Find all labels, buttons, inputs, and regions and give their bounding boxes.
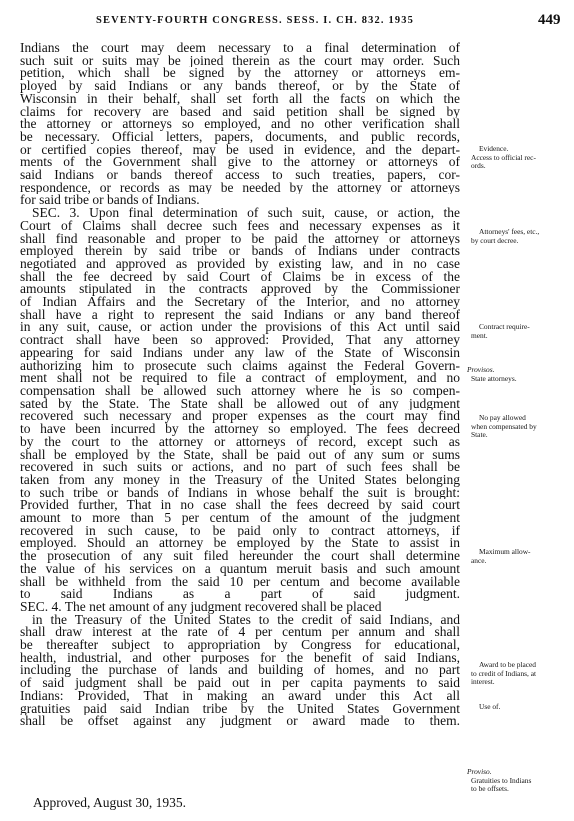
text-line: the prosecution of any suit filed hereunder the court shall determine xyxy=(20,550,460,563)
margin-note xyxy=(467,323,571,340)
approval-date: Approved, August 30, 1935. xyxy=(33,795,186,810)
text-line: the value of his services on a quantum meruit basis and such amount xyxy=(20,562,460,576)
margin-note-line: by court decree. xyxy=(471,235,519,245)
running-title: SEVENTY-FOURTH CONGRESS. SESS. I. CH. 832. 1935 xyxy=(96,15,415,26)
margin-note xyxy=(467,548,571,565)
margin-note-line: to credit of Indians, at xyxy=(471,668,537,678)
text-line: Provided further, That in no case shall the fees decreed by said court xyxy=(20,499,460,513)
margin-note-line: Access to official rec- xyxy=(471,152,536,162)
text-line: petition, which shall be signed by the attorney or attorneys em- xyxy=(20,67,460,81)
margin-note xyxy=(467,703,571,712)
text-line: Indians: Provided, That in making an award under this Act all xyxy=(20,689,460,703)
text-line: shall be employed by the State, shall be paid out of any sum or sums xyxy=(20,448,460,462)
text-line: ments of the Government shall give to the attorney or attorneys of xyxy=(20,156,460,170)
text-line: gratuities paid said Indian tribe by the United States Government xyxy=(20,702,460,716)
text-line: recovered in such cause, to be paid only to contract attorneys, if xyxy=(20,524,460,538)
text-line: be thereafter subject to appropriation by Congress for educational, xyxy=(20,639,460,652)
text-line: claims for recovery are based and said petition shall be signed by xyxy=(20,105,460,119)
margin-note xyxy=(467,661,571,687)
text-line: to such tribe or bands of Indians in whose behalf the suit is brought: xyxy=(20,486,460,500)
text-line: recovered in such suits or actions, and no part of such fees shall be xyxy=(20,461,460,474)
text-line: recovered such necessary and proper expenses as the court may find xyxy=(20,410,460,424)
text-line: by the court to the attorney or attorneys of record, except such as xyxy=(20,435,460,449)
text-line: amount to more than 5 per centum of the amount of the judgment xyxy=(20,512,460,525)
text-line: in any suit, cause, or action under the provisions of this Act until said xyxy=(20,321,460,335)
margin-note-line: No pay allowed xyxy=(479,413,526,422)
text-line: including the purchase of lands and building of homes, and no part xyxy=(20,664,460,678)
margin-note-line: when compensated by xyxy=(471,421,537,431)
text-line: compensation shall be allowed such attorney where he is so compen- xyxy=(20,384,460,398)
margin-note-line: Attorneys' fees, etc., xyxy=(479,227,540,236)
text-line: to said Indians as a part of said judgment. xyxy=(20,588,460,601)
margin-note-line: Contract require- xyxy=(479,322,530,331)
text-line: negotiated and approved as provided by existing law, and in no case xyxy=(20,257,460,271)
margin-note xyxy=(467,366,571,383)
margin-note-line: State. xyxy=(471,430,488,440)
margin-note xyxy=(467,145,571,171)
text-line: taken from any money in the Treasury of the United States belonging xyxy=(20,473,460,487)
margin-note-line: ment. xyxy=(471,330,488,340)
margin-note xyxy=(467,228,571,245)
margin-note-line: Use of. xyxy=(479,702,501,711)
text-line: said Indians or bands thereof access to such treaties, papers, cor- xyxy=(20,169,460,182)
text-line: shall draw interest at the rate of 4 per centum per annum and shall xyxy=(20,626,460,640)
text-line: shall the fee decreed by said Court of Claims be in excess of the xyxy=(20,270,460,284)
text-line: in the Treasury of the United States to the credit of said Indians, and xyxy=(32,613,460,627)
text-line: contract shall have been so approved: Provided, That any attorney xyxy=(20,334,460,347)
text-line: amounts stipulated in the contracts approved by the Commissioner xyxy=(20,283,460,297)
text-line: employed therein by said tribe or bands of Indians under contracts xyxy=(20,245,460,258)
text-line: shall be withheld from the said 10 per centum and become available xyxy=(20,575,460,589)
text-line: respondence, or records as may be needed by the attorney or attorneys xyxy=(20,181,460,195)
text-line: shall have a right to represent the said Indians or any band thereof xyxy=(20,308,460,322)
margin-note-line: Evidence. xyxy=(479,144,509,153)
text-line: such suit or suits may be joined therein as the court may order. Such xyxy=(20,54,460,68)
margin-note-line: Maximum allow- xyxy=(479,547,531,556)
margin-note xyxy=(467,768,571,794)
text-line: sated by the State. The State shall be allowed out of any judgment xyxy=(20,397,460,411)
text-line: shall find reasonable and proper to be paid the attorney or attorneys xyxy=(20,232,460,246)
margin-note-line: interest. xyxy=(471,677,495,687)
page-number: 449 xyxy=(538,12,561,28)
text-line: shall be offset against any judgment or award made to them. xyxy=(20,715,460,728)
margin-note xyxy=(467,414,571,440)
margin-note-line: Gratuities to Indians xyxy=(471,775,532,785)
text-line: for said tribe or bands of Indians. xyxy=(20,194,200,208)
running-header xyxy=(0,12,574,32)
text-line: the attorney or attorneys so employed, and no other verification shall xyxy=(20,118,460,131)
text-line: Wisconsin in their behalf, shall set forth all the facts on which the xyxy=(20,92,460,106)
text-line: Court of Claims shall decree such fees and necessary expenses as it xyxy=(20,219,460,233)
margin-note-line: to be offsets. xyxy=(471,784,509,794)
text-line: appearing for said Indians under any law of the State of Wisconsin xyxy=(20,346,460,360)
text-line: to have been incurred by the attorney so employed. The fees decreed xyxy=(20,423,460,436)
margin-note-line: ance. xyxy=(471,555,487,565)
margin-note-line: Provisos. xyxy=(467,365,495,374)
text-line: be necessary. Official letters, papers, documents, and public records, xyxy=(20,130,460,144)
margin-note-line: Award to be placed xyxy=(479,660,536,669)
text-line: authorizing him to prosecute such claims against the Federal Govern- xyxy=(20,359,460,373)
text-line: health, industrial, and other purposes for the benefit of said Indians, xyxy=(20,651,460,665)
margin-note-line: State attorneys. xyxy=(471,373,517,383)
text-line: employed. Should an attorney be employed by the State to assist in xyxy=(20,537,460,551)
statute-text xyxy=(20,42,460,728)
text-line: ment shall not be required to file a contract of employment, and no xyxy=(20,372,460,385)
margin-note-line: ords. xyxy=(471,161,486,171)
text-line: ployed by said Indians or any bands thereof, or by the State of xyxy=(20,80,460,93)
margin-note-line: Proviso. xyxy=(467,767,492,776)
text-line: SEC. 3. Upon final determination of such suit, cause, or action, the xyxy=(32,207,460,220)
text-line: of Indian Affairs and the Secretary of the Interior, and no attorney xyxy=(20,296,460,309)
text-line: or certified copies thereof, may be used in evidence, and the depart- xyxy=(20,143,460,157)
text-line: of said judgment shall be paid out in per capita payments to said xyxy=(20,677,460,690)
text-line: Indians the court may deem necessary to a final determination of xyxy=(20,42,460,55)
text-line: SEC. 4. The net amount of any judgment recovered shall be placed xyxy=(20,600,382,614)
